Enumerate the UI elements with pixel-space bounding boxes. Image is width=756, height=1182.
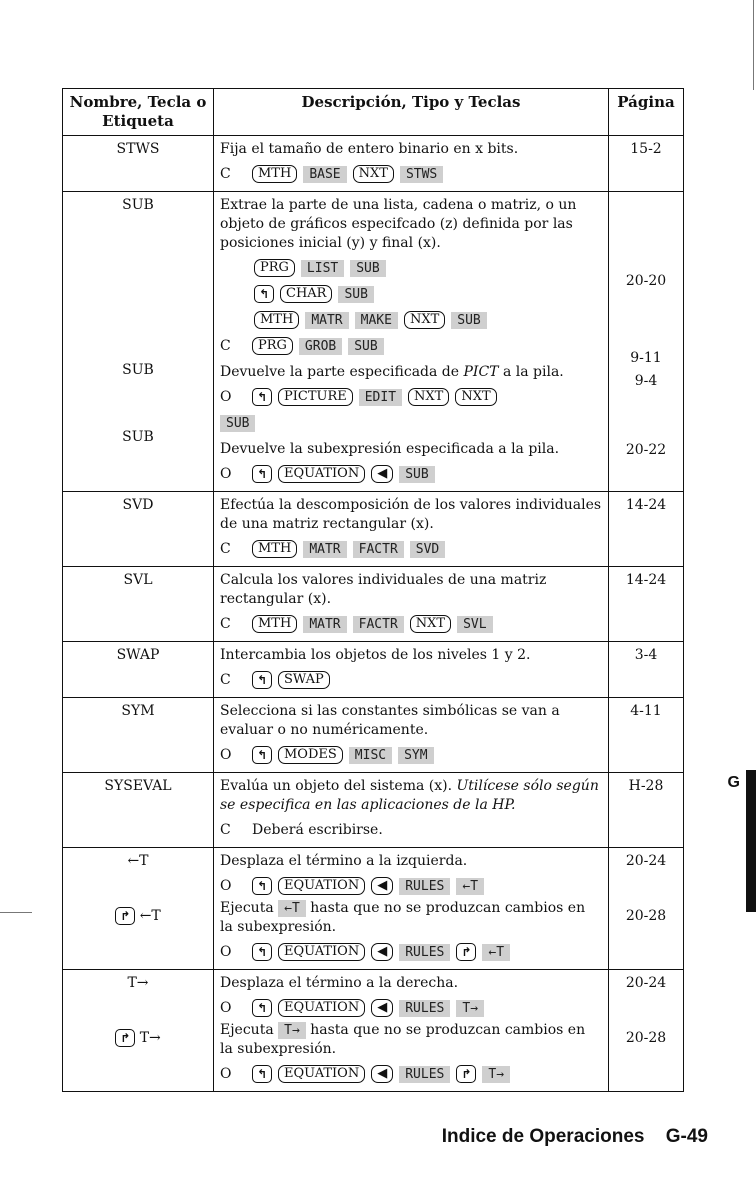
op-name: SWAP [63,642,214,698]
prog-type: C [220,337,231,354]
left-arrow-key-icon: ◀ [371,1065,393,1083]
key-prg: PRG [254,259,295,277]
keys-line [220,257,602,279]
key-equation: EQUATION [278,943,365,961]
op-name: SYSEVAL [63,773,214,848]
op-name-text: ←T [139,908,161,924]
keys-line [220,613,602,635]
keys-line [220,669,602,691]
keys-line [220,538,602,560]
key-equation: EQUATION [278,999,365,1017]
op-description [214,970,609,1092]
softkey-move-left: ←T [482,944,510,961]
key-nxt: NXT [404,311,445,329]
left-shift-icon: ↰ [254,285,274,303]
softkey-sub: SUB [348,338,383,355]
desc-text: Devuelve la parte especificada de PICT a la pila. [220,364,564,380]
left-shift-icon: ↰ [252,746,272,764]
key-char: CHAR [280,285,332,303]
softkey-move-left: ←T [456,878,484,895]
op-name-text: T→ [139,1030,161,1046]
desc-text: Desplaza el término a la derecha. [220,975,459,991]
op-description [214,698,609,773]
op-name [63,848,214,970]
softkey-rules: RULES [399,878,450,895]
softkey-move-right: T→ [482,1066,510,1083]
op-name-sub: SUB [122,197,154,213]
softkey-sub: SUB [338,286,373,303]
key-picture: PICTURE [278,388,353,406]
softkey-rules: RULES [399,944,450,961]
softkey-stws: STWS [400,166,443,183]
op-name: SYM [63,698,214,773]
page-ref: 20-24 [625,975,667,991]
op-description [214,642,609,698]
right-shift-icon: ↱ [115,1029,135,1047]
desc-part: Ejecuta [220,1022,274,1038]
prog-type: O [220,1065,232,1082]
softkey-rules: RULES [399,1000,450,1017]
op-description [214,773,609,848]
keys-line [220,941,602,963]
prog-type: O [220,877,232,894]
left-shift-icon: ↰ [252,1065,272,1083]
keys-line [220,463,602,485]
op-page: H-28 [609,773,684,848]
key-nxt: NXT [353,165,394,183]
table-row [63,848,684,970]
desc-text: Fija el tamaño de entero binario en x bits. [220,141,519,157]
left-shift-icon: ↰ [252,465,272,483]
softkey-factr: FACTR [353,616,404,633]
op-name-tleft-2 [69,907,207,926]
op-page: 4-11 [609,698,684,773]
left-shift-icon: ↰ [252,671,272,689]
op-name-tright-2 [69,1029,207,1048]
keys-line [220,1063,602,1085]
softkey-move-right: T→ [456,1000,484,1017]
left-shift-icon: ↰ [252,999,272,1017]
op-name-tright: T→ [127,975,149,991]
prog-type: O [220,943,232,960]
desc-part: Ejecuta [220,900,274,916]
key-mth: MTH [252,165,297,183]
op-description [214,567,609,642]
key-mth: MTH [252,540,297,558]
op-name [63,192,214,492]
prog-type: C [220,540,231,557]
op-name-tleft: ←T [127,853,149,869]
table-row [63,970,684,1092]
desc-text: Efectúa la descomposición de los valores individuales de una matriz rectangular (x). [220,497,602,532]
keys-line [220,386,602,408]
desc-text: Desplaza el término a la izquierda. [220,853,468,869]
op-name: SVD [63,492,214,567]
page-ref: 20-20 [625,273,667,289]
op-name-sub-3: SUB [122,429,154,445]
op-name: SVL [63,567,214,642]
margin-mark [0,912,32,913]
right-shift-icon: ↱ [456,943,476,961]
header-name: Nombre, Tecla o Etiqueta [63,89,214,136]
desc-part: hasta que no se produzcan cambios en la subexpresión. [220,1022,586,1057]
desc-text: Devuelve la subexpresión especificada a la pila. [220,441,560,457]
op-page: 14-24 [609,492,684,567]
prog-type: O [220,388,232,405]
right-shift-icon: ↱ [115,907,135,925]
key-nxt: NXT [455,388,496,406]
prog-type: O [220,999,232,1016]
op-description [214,848,609,970]
key-equation: EQUATION [278,465,365,483]
desc-part: hasta que no se produzcan cambios en la subexpresión. [220,900,586,935]
op-page [609,192,684,492]
table-row [63,642,684,698]
left-shift-icon: ↰ [252,877,272,895]
softkey-make: MAKE [355,312,398,329]
section-tab-letter: G [727,774,740,791]
prog-type: O [220,746,232,763]
desc-text [220,899,602,937]
softkey-sym: SYM [398,747,433,764]
desc-text: Intercambia los objetos de los niveles 1 y 2. [220,647,531,663]
table-row [63,492,684,567]
op-name-sub-2: SUB [122,362,154,378]
softkey-edit: EDIT [359,389,402,406]
softkey-list: LIST [301,260,344,277]
prog-type: O [220,465,232,482]
page-ref: 20-24 [625,853,667,869]
desc-text: Selecciona si las constantes simbólicas se van a evaluar o no numéricamente. [220,703,560,738]
page-footer [426,1126,708,1148]
softkey-base: BASE [303,166,346,183]
section-tab-bar [746,770,756,912]
op-description [214,492,609,567]
keys-line [220,819,602,841]
keys-line [220,335,602,357]
right-shift-icon: ↱ [456,1065,476,1083]
softkey-misc: MISC [349,747,392,764]
op-name [63,970,214,1092]
op-page: 15-2 [609,136,684,192]
softkey-svd: SVD [410,541,445,558]
softkey-factr: FACTR [353,541,404,558]
key-modes: MODES [278,746,343,764]
desc-text [220,1021,602,1059]
table-row [63,773,684,848]
operations-table [62,88,684,1092]
key-mth: MTH [252,615,297,633]
softkey-sub: SUB [451,312,486,329]
softkey-svl: SVL [457,616,492,633]
header-description: Descripción, Tipo y Teclas [214,89,609,136]
desc-main: Evalúa un objeto del sistema (x). [220,778,453,794]
page-ref: 20-28 [625,1030,667,1046]
softkey-matr: MATR [303,616,346,633]
left-arrow-key-icon: ◀ [371,999,393,1017]
desc-text: Calcula los valores individuales de una matriz rectangular (x). [220,572,547,607]
keys-line [220,875,602,897]
left-arrow-key-icon: ◀ [371,465,393,483]
softkey-move-right: T→ [278,1022,306,1039]
op-page: 3-4 [609,642,684,698]
op-page: 14-24 [609,567,684,642]
page-ref: 20-22 [625,442,667,458]
key-equation: EQUATION [278,877,365,895]
prog-type: C [220,165,231,182]
op-page [609,848,684,970]
op-description [214,192,609,492]
op-name: STWS [63,136,214,192]
left-arrow-key-icon: ◀ [371,877,393,895]
keys-line [220,997,602,1019]
op-page [609,970,684,1092]
keys-line [220,283,602,305]
table-row [63,698,684,773]
key-equation: EQUATION [278,1065,365,1083]
keys-line [220,744,602,766]
desc-text: Extrae la parte de una lista, cadena o matriz, o un objeto de gráficos especifcado (z) definida por las posiciones inicial (y) y final (x). [220,197,577,251]
page-ref: 9-4 [634,373,658,389]
page-ref: 9-11 [630,350,662,366]
prog-type: C [220,821,231,838]
table-row [63,567,684,642]
softkey-rules: RULES [399,1066,450,1083]
softkey-move-left: ←T [278,900,306,917]
table-header-row [63,89,684,136]
left-shift-icon: ↰ [252,388,272,406]
keys-line [220,309,602,331]
softkey-sub: SUB [220,415,255,432]
type-note: Deberá escribirse. [252,821,383,838]
desc-note: Utilícese sólo según se especifica en las aplicaciones de la HP. [220,778,599,813]
table-row [63,136,684,192]
key-swap: SWAP [278,671,330,689]
desc-text [220,777,602,815]
prog-type: C [220,615,231,632]
table-row [63,192,684,492]
key-mth: MTH [254,311,299,329]
left-arrow-key-icon: ◀ [371,943,393,961]
footer-page-number: G-49 [665,1126,708,1147]
footer-section: Indice de Operaciones [441,1126,645,1147]
op-description [214,136,609,192]
page-edge-line [753,0,754,90]
left-shift-icon: ↰ [252,943,272,961]
softkey-sub: SUB [350,260,385,277]
softkey-sub: SUB [399,466,434,483]
key-prg: PRG [252,337,293,355]
key-nxt: NXT [408,388,449,406]
key-nxt: NXT [410,615,451,633]
page-ref: 20-28 [625,908,667,924]
keys-line [220,163,602,185]
keys-line [220,412,602,434]
header-page: Página [609,89,684,136]
softkey-grob: GROB [299,338,342,355]
softkey-matr: MATR [305,312,348,329]
softkey-matr: MATR [303,541,346,558]
prog-type: C [220,671,231,688]
